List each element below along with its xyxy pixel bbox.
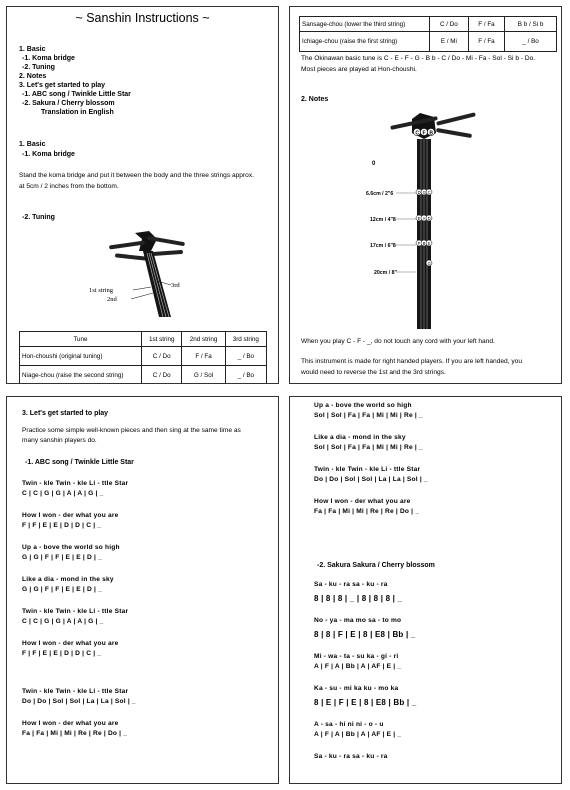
note-line: Fa | Fa | Mi | Mi | Re | Re | Do | _ [22, 730, 128, 737]
note-line: C | C | G | G | A | A | G | _ [22, 490, 104, 497]
toc-item: -2. Sakura / Cherry blossom [22, 100, 115, 107]
table-cell: B b / Si b [505, 17, 557, 32]
body-text: Most pieces are played at Hon-choushi. [301, 66, 417, 73]
table-cell: F / Fa [468, 17, 504, 32]
page-panel-basic [6, 6, 279, 384]
table-row [300, 17, 557, 32]
fret-note-label: D [417, 190, 421, 195]
toc-item: -2. Tuning [22, 64, 55, 71]
first-string-label: 1st string [89, 287, 114, 294]
second-string-label: 2nd [107, 296, 117, 303]
fret-note-label: C [427, 190, 431, 195]
song-solfa-notation [314, 401, 428, 517]
table-row [20, 347, 267, 366]
fret-distance-label: 17cm / 6"8 [370, 243, 396, 249]
table-cell: _ / Bo [505, 32, 557, 52]
lyric-line: Like a dia - mond in the sky [314, 434, 406, 441]
note-line: F | F | E | E | D | D | C | _ [22, 522, 102, 529]
body-text: When you play C - F - _, do not touch any cord with your left hand. [301, 338, 495, 345]
table-header-cell: 1st string [142, 332, 182, 347]
fret-distance-label: 12cm / 4"8 [370, 217, 396, 223]
section-heading: 1. Basic [19, 141, 46, 148]
tuning-table [19, 331, 267, 384]
fret-note-label: F [417, 241, 421, 246]
note-line: G | G | F | F | E | E | D | _ [22, 554, 102, 561]
table-header-cell: 3rd string [225, 332, 266, 347]
body-text: Stand the koma bridge and put it between the body and the three strings approx. [19, 172, 254, 179]
sakura-notation [314, 580, 416, 762]
lyric-line: No - ya - ma mo sa - to mo [314, 617, 402, 624]
table-cell: E / Mi [430, 32, 469, 52]
lyric-line: How I won - der what you are [22, 640, 119, 647]
body-text: Practice some simple well-known pieces and then sing at the same time as [22, 427, 241, 434]
fret-note-label: G [422, 190, 426, 195]
peg-label-b: B [429, 130, 434, 137]
sanshin-head-figure [87, 229, 197, 319]
subsection-heading: -1. ABC song / Twinkle Little Star [25, 459, 134, 466]
table-row [300, 32, 557, 52]
table-row [20, 366, 267, 385]
body-text: many sanshin players do. [22, 437, 97, 444]
toc-item: -1. ABC song / Twinkle Little Star [22, 91, 131, 98]
note-line: A | F | A | Bb | A | AF | E | _ [314, 731, 402, 738]
body-text: would need to reverse the 1st and the 3rd strings. [301, 369, 446, 376]
lyric-line: Sa - ku - ra sa - ku - ra [314, 753, 388, 760]
table-cell: _ / Bo [225, 347, 266, 366]
song-solfa-notation [22, 687, 136, 739]
table-cell: C / Do [142, 347, 182, 366]
sanshin-neck-figure [360, 111, 510, 329]
fret-distance-label: 20cm / 8" [374, 270, 397, 276]
fret-note-label: G [427, 261, 431, 266]
lyric-line: Up a - bove the world so high [22, 544, 120, 551]
table-cell: G / Sol [182, 366, 225, 385]
lyric-line: Twin - kle Twin - kle Li - ttle Star [314, 466, 421, 473]
page-panel-play [6, 396, 279, 784]
lyric-line: Ka - su - mi ka ku - mo ka [314, 685, 399, 692]
fret-note-label: B [422, 241, 426, 246]
fret-distance-label: 6.6cm / 2"6 [366, 191, 394, 197]
table-cell: Hon-choushi (original tuning) [20, 347, 142, 366]
peg-label-f: F [422, 130, 426, 137]
lyric-line: Like a dia - mond in the sky [22, 576, 114, 583]
note-line: 8 | 8 | 8 | _ | 8 | 8 | 8 | _ [314, 594, 403, 603]
lyric-line: How I won - der what you are [22, 720, 119, 727]
note-line: F | F | E | E | D | D | C | _ [22, 650, 102, 657]
table-cell: F / Fa [468, 32, 504, 52]
toc-item: 1. Basic [19, 46, 46, 53]
note-line: 8 | E | F | E | 8 | E8 | Bb | _ [314, 698, 417, 707]
note-line: Sol | Sol | Fa | Fa | Mi | Mi | Re | _ [314, 412, 423, 419]
page-title: ~ Sanshin Instructions ~ [75, 11, 210, 25]
section-heading: 3. Let's get started to play [22, 410, 109, 417]
note-line: A | F | A | Bb | A | AF | E | _ [314, 663, 402, 670]
note-line: G | G | F | F | E | E | D | _ [22, 586, 102, 593]
fret-note-label: A [422, 216, 426, 221]
lyric-line: Twin - kle Twin - kle Li - ttle Star [22, 608, 129, 615]
lyric-line: How I won - der what you are [314, 498, 411, 505]
body-text: at 5cm / 2 inches from the bottom. [19, 183, 119, 190]
subsection-heading: -1. Koma bridge [22, 151, 75, 158]
song-notation [22, 479, 128, 659]
open-string-label: 0 [372, 161, 376, 167]
fret-note-label: E [427, 241, 431, 246]
subsection-heading: -2. Sakura Sakura / Cherry blossom [317, 562, 435, 569]
table-of-contents [19, 45, 131, 117]
tuning-table-continued [299, 16, 557, 52]
note-line: C | C | G | G | A | A | G | _ [22, 618, 104, 625]
table-cell: C / Do [430, 17, 469, 32]
table-cell: _ / Bo [225, 366, 266, 385]
fret-note-label: E [417, 216, 421, 221]
table-header-cell: Tune [20, 332, 142, 347]
table-header-cell: 2nd string [182, 332, 225, 347]
note-line: Do | Do | Sol | Sol | La | La | Sol | _ [314, 476, 428, 483]
lyric-line: Up a - bove the world so high [314, 402, 412, 409]
table-cell: Sansage-chou (lower the third string) [300, 17, 430, 32]
lyric-line: Mi - wa - ta - su ka - gi - ri [314, 653, 399, 660]
toc-item: 3. Let's get started to play [19, 82, 106, 89]
section-heading: 2. Notes [301, 96, 329, 103]
table-cell: F / Fa [182, 347, 225, 366]
note-line: 8 | 8 | F | E | 8 | E8 | Bb | _ [314, 630, 416, 639]
lyric-line: Twin - kle Twin - kle Li - ttle Star [22, 480, 129, 487]
lyric-line: Sa - ku - ra sa - ku - ra [314, 581, 388, 588]
lyric-line: How I won - der what you are [22, 512, 119, 519]
peg-label-c: C [415, 130, 420, 137]
third-string-label: 3rd [171, 282, 180, 289]
note-line: Sol | Sol | Fa | Fa | Mi | Mi | Re | _ [314, 444, 423, 451]
toc-item: Translation in English [41, 109, 114, 116]
note-line: Fa | Fa | Mi | Mi | Re | Re | Do | _ [314, 508, 420, 515]
page-panel-sakura [289, 396, 562, 784]
body-text: The Okinawan basic tune is C - E - F - G - B b - C / Do - Mi - Fa - Sol - Si b - Do. [301, 55, 536, 62]
table-cell: C / Do [142, 366, 182, 385]
table-header-row [20, 332, 267, 347]
subsection-heading: -2. Tuning [22, 214, 55, 221]
lyric-line: Twin - kle Twin - kle Li - ttle Star [22, 688, 129, 695]
toc-item: 2. Notes [19, 73, 47, 80]
fret-note-label: D [427, 216, 431, 221]
table-cell: Niage-chou (raise the second string) [20, 366, 142, 385]
page-panel-notes [289, 6, 562, 384]
table-cell: Ichiage-chou (raise the first string) [300, 32, 430, 52]
note-line: Do | Do | Sol | Sol | La | La | Sol | _ [22, 698, 136, 705]
toc-item: -1. Koma bridge [22, 55, 75, 62]
body-text: This instrument is made for right handed players. If you are left handed, you [301, 358, 523, 365]
lyric-line: A - sa - hi ni ni - o - u [314, 721, 384, 728]
